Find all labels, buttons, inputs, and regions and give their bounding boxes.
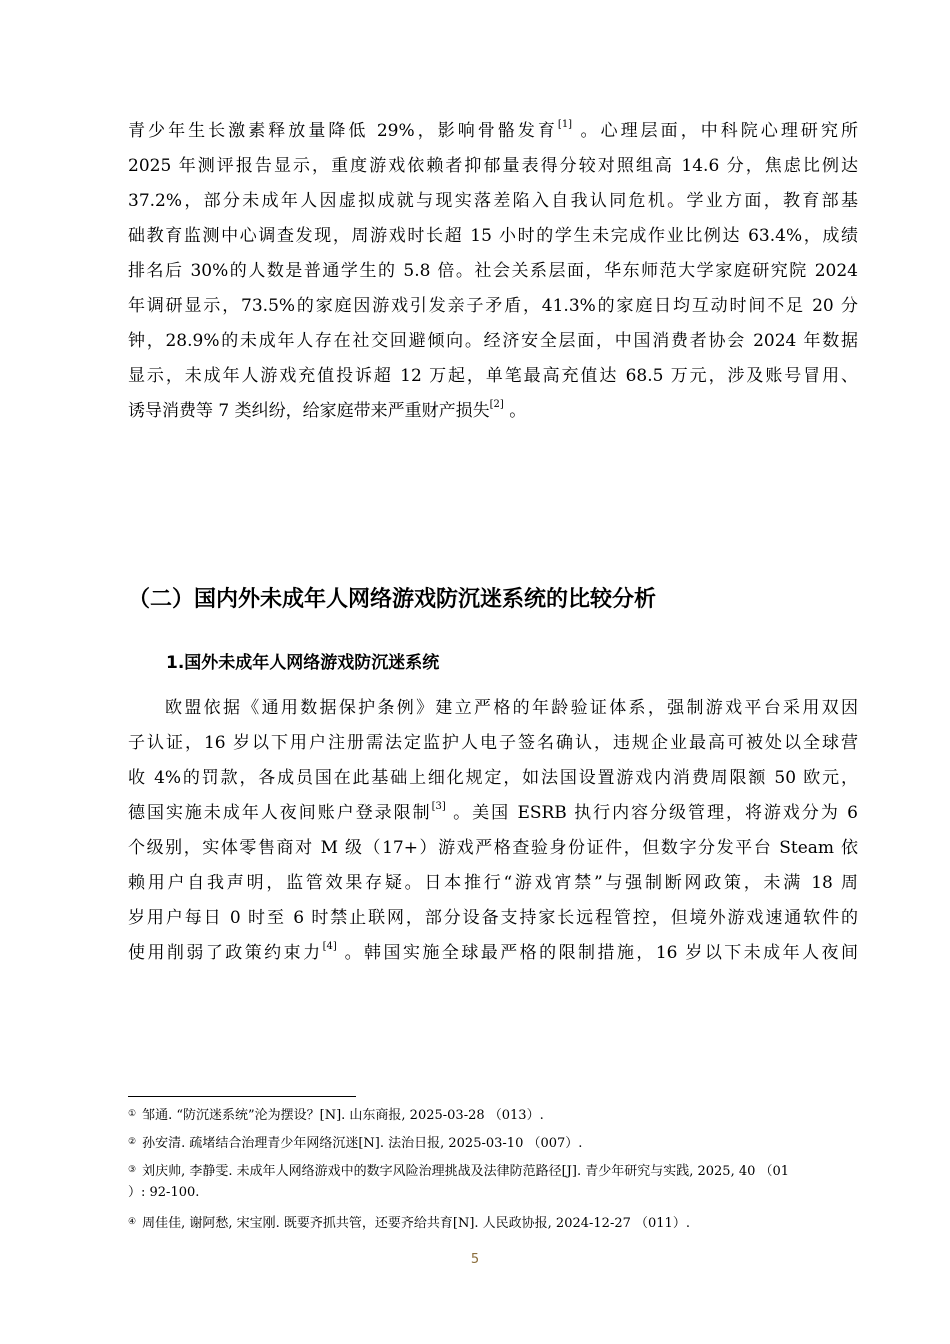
- footnote-marker: ①: [128, 1109, 137, 1119]
- footnote-separator: [128, 1096, 356, 1097]
- footnote-text-continued: ）: 92-100.: [128, 1185, 200, 1200]
- page-number: 5: [470, 1252, 480, 1267]
- paragraph-line: 个级别，实体零售商对 M 级（17+）游戏严格查验身份证件，但数字分发平台 Steam 依: [128, 838, 858, 858]
- footnote-1: [128, 1106, 858, 1127]
- footnote-3: [128, 1162, 858, 1202]
- paragraph-line: 排名后 30%的人数是普通学生的 5.8 倍。社会关系层面，华东师范大学家庭研究院 2024: [128, 261, 858, 281]
- subsection-heading: 1.国外未成年人网络游戏防沉迷系统: [166, 653, 440, 673]
- paragraph-line: 显示，未成年人游戏充值投诉超 12 万起，单笔最高充值达 68.5 万元，涉及账号冒用、: [128, 366, 858, 386]
- paragraph-line: 钟，28.9%的未成年人存在社交回避倾向。经济安全层面，中国消费者协会 2024 年数据: [128, 331, 858, 351]
- paragraph-health-impacts: [128, 114, 858, 429]
- paragraph-line: 础教育监测中心调查发现，周游戏时长超 15 小时的学生未完成作业比例达 63.4%，成绩: [128, 226, 858, 246]
- citation-ref[interactable]: [3]: [431, 801, 446, 813]
- paragraph-line: 37.2%，部分未成年人因虚拟成就与现实落差陷入自我认同危机。学业方面，教育部基: [128, 191, 858, 211]
- paragraph-line: 赖用户自我声明，监管效果存疑。日本推行“游戏宵禁”与强制断网政策，未满 18 周: [128, 873, 858, 893]
- paragraph-line: 岁用户每日 0 时至 6 时禁止联网，部分设备支持家长远程管控，但境外游戏速通软件的: [128, 908, 858, 928]
- paragraph-line: 年调研显示，73.5%的家庭因游戏引发亲子矛盾，41.3%的家庭日均互动时间不足 20 分: [128, 296, 858, 316]
- footnote-marker: ④: [128, 1217, 137, 1227]
- footnote-marker: ③: [128, 1165, 137, 1175]
- paragraph-line: 2025 年测评报告显示，重度游戏依赖者抑郁量表得分较对照组高 14.6 分，焦虑比例达: [128, 156, 858, 176]
- paragraph-line: 诱导消费等 7 类纠纷，给家庭带来严重财产损失[2] 。: [128, 399, 527, 421]
- paragraph-line: 子认证，16 岁以下用户注册需法定监护人电子签名确认，违规企业最高可被处以全球营: [128, 733, 858, 753]
- footnote-text: 刘庆帅, 李静雯. 未成年人网络游戏中的数字风险治理挑战及法律防范路径[J]. 青少年研究与实践, 2025, 40 （01: [142, 1164, 790, 1179]
- section-heading: （二）国内外未成年人网络游戏防沉迷系统的比较分析: [128, 587, 657, 612]
- footnote-text: 周佳佳, 谢阿愁, 宋宝刚. 既要齐抓共管，还要齐给共育[N]. 人民政协报, 2024-12-27 （011）.: [142, 1216, 690, 1231]
- citation-ref[interactable]: [4]: [322, 941, 337, 953]
- footnote-text: 孙安清. 疏堵结合治理青少年网络沉迷[N]. 法治日报, 2025-03-10 （007）.: [142, 1136, 583, 1151]
- paragraph-line: 德国实施未成年人夜间账户登录限制[3] 。美国 ESRB 执行内容分级管理，将游戏分为 6: [128, 801, 859, 823]
- paragraph-line: 收 4%的罚款，各成员国在此基础上细化规定，如法国设置游戏内消费周限额 50 欧元，: [128, 768, 858, 788]
- paragraph-line: 欧盟依据《通用数据保护条例》建立严格的年龄验证体系，强制游戏平台采用双因: [165, 698, 858, 718]
- paragraph-line: 青少年生长激素释放量降低 29%，影响骨骼发育[1] 。心理层面，中科院心理研究所: [128, 119, 858, 141]
- citation-ref[interactable]: [1]: [557, 119, 573, 131]
- paragraph-line: 使用削弱了政策约束力[4] 。韩国实施全球最严格的限制措施，16 岁以下未成年人夜间: [128, 941, 858, 963]
- paragraph-foreign-systems: [128, 691, 858, 971]
- footnote-text: 邹通. “防沉迷系统”沦为摆设？[N]. 山东商报, 2025-03-28 （013）.: [142, 1108, 544, 1123]
- footnote-2: [128, 1134, 858, 1155]
- footnote-marker: ②: [128, 1137, 137, 1147]
- footnote-4: [128, 1214, 858, 1235]
- citation-ref[interactable]: [2]: [489, 399, 504, 411]
